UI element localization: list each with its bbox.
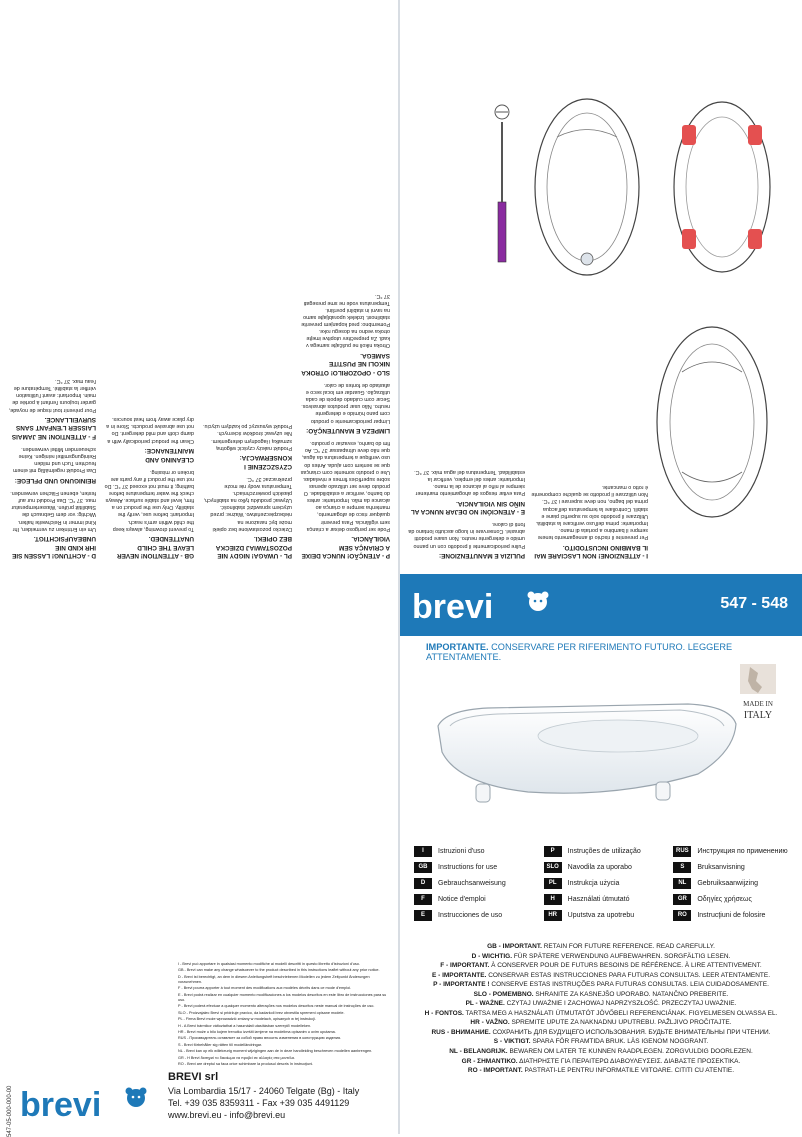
warning-text: PASTRATI-LE PENTRU INFORMATILE VIITOARE. CITITI CU ATENTIE. (524, 1067, 735, 1075)
language-label: Istruzioni d'uso (438, 847, 485, 855)
section-body: Para evitar riesgos de ahogamiento mantener siempre al niño al alcance de la mano. Importante: antes del empleo, verificar la estabilidad. Temperatura del agua máx. 37 °C. (414, 468, 525, 497)
language-code: E (414, 910, 432, 921)
language-code: HR (544, 910, 562, 921)
text-column (104, 8, 194, 564)
language-code: RO (673, 910, 691, 921)
warning-text: À CONSERVER POUR DE FUTURS BESOINS DE RÉFÉRENCE. À LIRE ATTENTIVEMENT. (491, 962, 762, 970)
language-label: Instrucciones de uso (438, 911, 503, 919)
disclaimer-line: NL - Brevi kan op elk willekeurig moment wijzigingen aan de in deze handleiding beschreven modellen aanbrengen. (178, 1049, 373, 1054)
company-web[interactable]: www.brevi.eu - info@brevi.eu (168, 1110, 286, 1121)
language-label: Navodila za uporabo (567, 863, 632, 871)
multilingual-warnings (406, 942, 796, 1076)
disclaimer-line: D - Brevi ist berechtigt, an dem in diesem Anleitungsheft beschriebenen Modellen zu jedem Zeitpunkt Änderungen vorzunehmen. (178, 974, 370, 984)
disclaimer-line: RO - Brevi are dreptul sa faca orice schimbare la produsul descris în instrucţiuni. (178, 1062, 314, 1067)
language-label: Instrukcja użycia (567, 879, 620, 887)
warning-lang: D - WICHTIG. (471, 952, 513, 960)
language-code: P (544, 846, 562, 857)
section-body: Otroka nikoli ne puščajte samega v kadi. Za preprečitev utopitve imejte otroka vedno na dosegu roke. Pomembno: pred kopanjem preverite stabilnost. Izdelek uporabljajte samo na ravni in stabilni površini. Temperatura vode ne sme presegati 37 °C. (301, 292, 390, 349)
made-in-line2: ITALY (743, 710, 773, 721)
rotated-instructions-right (400, 0, 802, 572)
language-code: F (414, 894, 432, 905)
disclaimer-line: F - Brevi pourra apporter à tout moment des modifications aux modèles décrits dans ce mode d'emploi. (178, 986, 352, 991)
disclaimer-list (178, 962, 390, 1069)
language-item (673, 892, 799, 906)
warning-text: BEWAREN OM LATER TE KUNNEN RAADPLEGEN. ZORGVULDIG DOORLEZEN. (509, 1048, 753, 1056)
language-list (414, 844, 799, 922)
important-heading: IMPORTANTE. (426, 642, 489, 652)
section-body: Das Produkt regelmäßig mit einem feuchten Tuch und milden Reinigungsmittel reinigen. Keine scheuernden Mittel verwenden. (13, 446, 96, 474)
language-code: RUS (673, 846, 691, 857)
warning-text: RETAIN FOR FUTURE REFERENCE. READ CAREFULLY. (543, 943, 715, 950)
section-body: Pour prévenir tout risque de noyade, garder toujours l'enfant à portée de main. Important: avant l'utilisation vérifier la stabilité. Température de l'eau max. 37 °C. (8, 378, 96, 413)
section-body: Clean the product periodically with a damp cloth and mild detergent. Do not use abrasive products. Store in a dry place away from heat sources. (106, 416, 194, 444)
important-text: CONSERVARE PER RIFERIMENTO FUTURO. LEGGERE ATTENTAMENTE. (426, 642, 733, 662)
section-body: Per prevenire il rischio di annegamento tenere sempre il bambino a portata di mano. Importante: prima dell'uso verificare la stabilità. Utilizzare il prodotto solo su superfici piane e stabili. Controllare la temperatura dell'acqua prima del bagno, non deve superare i 37 °C. Non utilizzare il prodotto se qualche componente è rotto o mancante. (531, 484, 648, 541)
brevi-logo-text: brevi (20, 1086, 102, 1124)
section-heading: E - ATENCIÓN! NO DEJAR NUNCA AL NIÑO SIN VIGILANCIA. (410, 499, 525, 516)
warning-line (406, 990, 796, 1000)
warning-lang: F - IMPORTANT. (440, 962, 490, 970)
section-body: To prevent drowning, always keep the child within arm's reach. Important: before use, verify the stability. Only use the product on a firm, level and stable surface. Always check the water temperature before bathing; it must not exceed 37 °C. Do not use the product if any parts are broken or missing. (104, 468, 194, 532)
warning-line (406, 1018, 796, 1028)
warning-line (406, 961, 796, 971)
text-column (408, 304, 525, 564)
section-heading: CZYSZCZENIE I KONSERWACJA: (239, 454, 292, 470)
language-item (544, 876, 670, 890)
section-heading: F - ATTENTION! NE JAMAIS LAISSER L'ENFANT SANS SURVEILLANCE. (11, 416, 96, 440)
disclaimer-line: P - Brevi poderá efectuar a qualquer momento alterações nos modelos descritos neste manual de instruções de uso. (178, 1004, 375, 1009)
warning-line (406, 942, 796, 952)
disclaimer-line: GR - Η Brevi διατηρεί το δικαίωμα να προβεί σε αλλαγές στα μοντέλα. (178, 1055, 295, 1060)
warning-text: FÜR SPÄTERE VERWENDUNG AUFBEWAHREN. SORGFÄLTIG LESEN. (513, 952, 731, 960)
warning-lang: E - IMPORTANTE. (431, 971, 487, 979)
warning-text: CONSERVE ESTAS INSTRUÇÕES PARA FUTURAS CONSULTAS. LEIA CUIDADOSAMENTE. (491, 981, 769, 989)
section-heading: PULIZIA E MANUTENZIONE: (438, 552, 525, 559)
language-label: Οδηγίες χρήσεως (697, 895, 752, 903)
language-item (673, 860, 799, 874)
section-heading: CLEANING AND MAINTENANCE: (144, 447, 194, 463)
made-in-line1: MADE IN (743, 700, 773, 708)
disclaimer-line: SLO - Proizvajalec Brevi si pridržuje pravico, da kadarkoli brez obvestila spremeni opisane modele. (178, 1010, 345, 1015)
warning-text: SPARA FÖR FRAMTIDA BRUK. LÄS IGENOM NOGGRANT. (532, 1038, 709, 1046)
language-code: SLO (544, 862, 562, 873)
disclaimer-line: PL - Firma Brevi może wprowadzić zmiany w modelach, opisanych w tej instrukcji. (178, 1017, 316, 1022)
language-label: Uputstva za upotrebu (567, 911, 635, 919)
language-label: Instruções de utilização (567, 847, 641, 855)
section-body: Limpar periodicamente o produto com pano húmido e detergente neutro. Não usar produtos abrasivos. Secar com cuidado depois de cada utilização. Guardar em local seco e afastado de fontes de calor. (301, 381, 390, 424)
warning-line (406, 971, 796, 981)
baby-bath-image (418, 674, 748, 806)
language-item (414, 860, 540, 874)
section-heading: PL - UWAGA! NIGDY NIE POZOSTAWIAJ DZIECKA BEZ OPIEKI. (216, 535, 292, 559)
language-item (544, 844, 670, 858)
language-code: NL (673, 878, 691, 889)
warning-line (406, 1028, 796, 1038)
section-heading: SLO - OPOZORILO! OTROKA NIKOLI NE PUSTITE SAMEGA. (301, 351, 390, 376)
language-item (414, 876, 540, 890)
language-label: Notice d'emploi (438, 895, 486, 903)
language-code: PL (544, 878, 562, 889)
warning-lang: H - FONTOS. (424, 1009, 464, 1017)
text-column (202, 8, 292, 564)
language-item (673, 908, 799, 922)
warning-text: ΔΙΑΤΗΡΗΣΤΕ ΓΙΑ ΠΕΡΑΙΤΕΡΩ ΔΙΑΒΟΥΛΕΥΣΕΙΣ. ΔΙΑΒΑΣΤΕ ΠΡΟΣΕΚΤΙΚΑ. (519, 1057, 741, 1065)
warning-line (406, 980, 796, 990)
warning-line (406, 1057, 796, 1067)
language-code: S (673, 862, 691, 873)
back-cover (0, 574, 398, 1137)
warning-text: TARTSA MEG A HASZNÁLATI ÚTMUTATÓT JÖVŐBELI REFERENCIÁNAK. FIGYELMESEN OLVASSA EL. (465, 1009, 778, 1017)
warning-line (406, 1047, 796, 1057)
disclaimer-line: HR - Brevi može u bilo kojem trenutku izvršiti izmjene na modelima opisanim u ovim uputama. (178, 1030, 336, 1035)
disclaimer-line: S - Brevi förbehåller sig rätten till modelländringar. (178, 1042, 262, 1047)
warning-text: CONSERVAR ESTAS INSTRUCCIONES PARA FUTURAS CONSULTAS. LEER ATENTAMENTE. (488, 971, 771, 979)
language-item (544, 908, 670, 922)
important-notice (426, 642, 802, 662)
warning-lang: PL - WAŻNE. (465, 1000, 505, 1008)
rotated-instructions-left (0, 0, 396, 572)
language-item (673, 876, 799, 890)
text-column (6, 8, 96, 564)
section-body: Dziecko pozostawione bez opieki może być narażone na niebezpieczeństwo. Ważne: przed użyciem sprawdzić stabilność. Używać produktu tylko na stabilnych, płaskich powierzchniach. Temperatura wody nie może przekraczać 37 °C. (203, 475, 292, 532)
company-info (168, 1070, 393, 1121)
disclaimer-line: GB - Brevi can make any change whatsoever to the product described in this instructions leaflet without any prior notice. (178, 968, 380, 973)
section-heading: GB - ATTENTION! NEVER LEAVE THE CHILD UNATTENDED. (116, 535, 194, 559)
section-heading: REINIGUNG UND PFLEGE: (14, 476, 96, 484)
language-label: Инструкция по применению (697, 847, 788, 855)
language-label: Használati útmutató (567, 895, 630, 903)
disclaimer-line: H - A Brevi bármikor változtathat a használati utasításban szereplő modelleken. (178, 1023, 312, 1028)
language-code: H (544, 894, 562, 905)
language-item (544, 892, 670, 906)
warning-lang: RUS - ВНИМАНИЕ. (431, 1028, 491, 1036)
warning-text: CZYTAJ UWAŻNIE I ZACHOWAJ NAPRZYSZŁOŚĆ. PRZECZYTAJ UWAŻNIE. (506, 1000, 737, 1008)
language-label: Gebruiksaanwijzing (697, 879, 759, 887)
warning-lang: GR - ΣΗΜΑΝΤΙΚΟ. (461, 1057, 518, 1065)
brevi-logo-text: brevi (412, 588, 494, 626)
disclaimer-line: RUS - Производитель оставляет за собой право вносить изменения в конструкцию изделия. (178, 1036, 342, 1041)
company-phone: Tel. +39 035 8359311 - Fax +39 035 4491129 (168, 1097, 350, 1108)
language-code: D (414, 878, 432, 889)
section-heading: D - ACHTUNG! LASSEN SIE IHR KIND NIE UNBEAUFSICHTIGT. (12, 535, 96, 559)
header-banner (400, 574, 802, 636)
section-heading: I - ATTENZIONE! NON LASCIARE MAI IL BAMBINO INCUSTODITO. (534, 543, 648, 559)
disclaimer-line: I - Brevi può apportare in qualsiasi momento modifiche ai modelli descritti in questo libretto d'istruzioni d'uso. (178, 962, 360, 966)
company-name: BREVI srl (168, 1071, 219, 1083)
warning-text: SHRANITE ZA KASNEJŠO UPORABO. NATANČNO PREBERITE. (535, 990, 729, 998)
company-address: Via Lombardia 15/17 - 24060 Telgate (Bg) - Italy (168, 1085, 360, 1096)
language-item (414, 892, 540, 906)
warning-line (406, 1009, 796, 1019)
language-item (414, 908, 540, 922)
language-label: Instrucţiuni de folosire (697, 911, 766, 919)
language-item (673, 844, 799, 858)
text-column (531, 304, 648, 564)
warning-lang: GB - IMPORTANT. (487, 943, 542, 950)
language-item (414, 844, 540, 858)
warning-lang: HR - VAŽNO. (470, 1019, 510, 1027)
section-body: Pode ser perigoso deixar a criança sem vigilância. Para prevenir qualquer risco de afogamento, mantenha sempre a criança ao alcance da mão. Importante: antes do banho, verificar a estabilidade. O produto deve ser utilizado apenas sobre superfícies firmes e niveladas. Use o produto somente com crianças que se sentem com ajuda. Antes do uso verifique a temperatura da água, que não deve ultrapassar 37 °C. Ao fim do banho, esvaziar o produto. (300, 440, 390, 532)
section-heading: LIMPEZA E MANUTENÇÃO: (306, 427, 390, 435)
model-number: 547 - 548 (720, 595, 788, 612)
language-code: GB (414, 862, 432, 873)
warning-lang: RO - IMPORTANT. (467, 1067, 523, 1075)
warning-lang: NL - BELANGRIJK. (449, 1048, 508, 1056)
disclaimer-line: E - Brevi podrá realizar en cualquier momento modificaciones a los modelos descritos en este libro de instrucciones para su uso. (178, 992, 387, 1002)
warning-line (406, 1037, 796, 1047)
front-cover (400, 574, 802, 1134)
language-code: I (414, 846, 432, 857)
section-body: Produkt należy czyścić wilgotną szmatką i łagodnym detergentem. Nie używać środków ściernych. Produkt wysuszyć po każdym użyciu. (203, 423, 292, 451)
warning-lang: SLO - POMEMBNO. (473, 990, 534, 998)
language-item (544, 860, 670, 874)
section-heading: P - ATENÇÃO! NUNCA DEIXE A CRIANÇA SEM VIGILÂNCIA. (301, 535, 390, 559)
language-code: GR (673, 894, 691, 905)
brevi-logo (16, 1082, 156, 1126)
product-code: 547-05-000-000-00 (7, 1085, 13, 1137)
bath-support-diagram (662, 87, 782, 287)
warning-lang: S - VIKTIGT. (493, 1038, 531, 1046)
warning-line (406, 999, 796, 1009)
section-body: Pulire periodicamente il prodotto con un panno umido e detergente neutro. Non usare prodotti abrasivi. Conservare in luogo asciutto lontano da fonti di calore. (408, 521, 525, 549)
bath-inner-view-diagram (642, 312, 782, 532)
warning-lang: P - IMPORTANTE ! (433, 981, 490, 989)
language-label: Gebrauchsanweisung (438, 879, 506, 887)
text-column (300, 8, 390, 564)
screwdriver-icon (482, 102, 522, 272)
warning-line (406, 952, 796, 962)
section-body: Um ein Ertrinken zu vermeiden, Ihr Kind immer in Reichweite halten. Wichtig: vor dem Gebrauch die Stabilität prüfen. Wassertemperatur max. 37 °C. Das Produkt nur auf festen, ebenen Flächen verwenden. (10, 490, 96, 532)
warning-text: СОХРАНИТЬ ДЛЯ БУДУЩЕГО ИСПОЛЬЗОВАНИЯ. БУДЬТЕ ВНИМАТЕЛЬНЫ ПРИ ЧТЕНИИ. (492, 1028, 771, 1036)
language-label: Bruksanvisning (697, 863, 745, 871)
brevi-logo (410, 586, 560, 626)
bath-top-view-diagram (522, 87, 652, 287)
language-label: Instructions for use (438, 863, 498, 871)
warning-text: SPREMITE UPUTE ZA NAKNADNU UPUTREBU. PAŽLJIVO PROČITAJTE. (511, 1019, 732, 1027)
warning-line (406, 1066, 796, 1076)
